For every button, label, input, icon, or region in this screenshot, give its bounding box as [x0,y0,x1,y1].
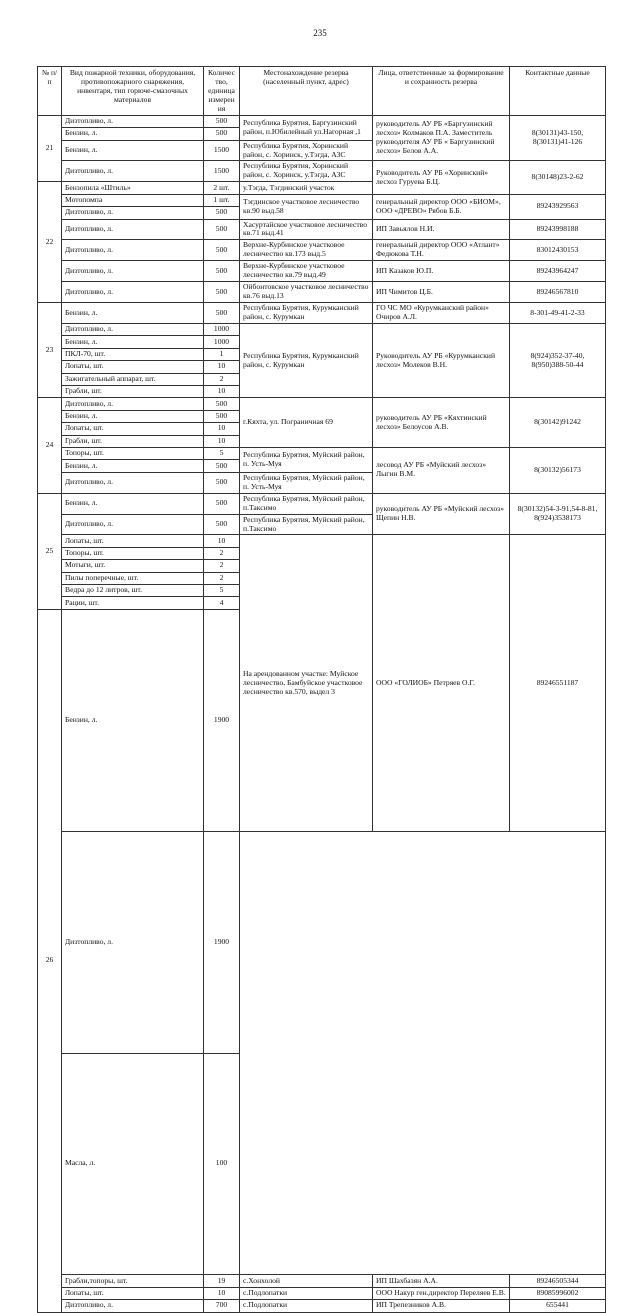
responsible-cell: генеральный директор ООО «БИОМ», ООО «ДРЕВО» Рябов Б.Б. [373,194,510,219]
item-cell: Дизтопливо, л. [62,472,204,493]
item-cell: Бензопила «Штиль» [62,182,204,194]
item-cell: Дизтопливо, л. [62,282,204,303]
contact-cell: 89243964247 [510,261,606,282]
responsible-cell: Руководитель АУ РБ «Хоринский» лесхоз Гуруева Б.Ц. [373,161,510,194]
quantity-cell: 10 [204,535,240,547]
table-row [38,1053,606,1275]
responsible-cell: ИП Шахбазян А.А. [373,1275,510,1287]
contact-cell: 8(30132)56173 [510,447,606,493]
item-cell: Дизтопливо, л. [62,831,204,1053]
quantity-cell: 1 [204,348,240,360]
quantity-cell: 500 [204,398,240,410]
location-cell: Республика Бурятия, Хоринский район, с. Хоринск, у.Тэгда, АЗС [240,140,373,161]
quantity-cell: 500 [204,460,240,472]
item-cell: Грабли, шт. [62,435,204,447]
quantity-cell: 2 [204,560,240,572]
header-qty: Количество, единица измерения [204,67,240,116]
fire-reserve-table [37,66,606,1313]
responsible-cell: Руководитель АУ РБ «Курумканский лесхоз» Молеков В.Н. [373,324,510,398]
quantity-cell: 500 [204,472,240,493]
item-cell: Рации, шт. [62,597,204,609]
item-cell: Бензин, л. [62,336,204,348]
item-cell: Пилы поперечные, шт. [62,572,204,584]
item-cell: Дизтопливо, л. [62,398,204,410]
quantity-cell: 5 [204,447,240,459]
quantity-cell: 500 [204,207,240,219]
quantity-cell: 10 [204,361,240,373]
quantity-cell: 500 [204,303,240,324]
group-number: 24 [38,398,62,493]
contact-cell: 8(30132)54-3-91,54-8-81, 8(924)3538173 [510,493,606,535]
item-cell: Ведра до 12 литров, шт. [62,585,204,597]
table-row [38,115,606,127]
quantity-cell: 1900 [204,609,240,831]
contact-cell: 89243929563 [510,194,606,219]
responsible-cell: ИП Трепезников А.В. [373,1300,510,1312]
location-cell: г.Кяхта, ул. Пограничная 69 [240,398,373,448]
location-cell: На арендованном участке: Муйское лесничество, Бамбуйское участковое лесничество кв.570, выдел 3 [240,535,373,831]
quantity-cell: 1500 [204,161,240,182]
item-cell: Топоры, шт. [62,547,204,559]
contact-cell: 8(30131)43-150, 8(30131)41-126 [510,115,606,161]
location-cell: Тэгдинское участковое лесничество кв.90 выд.58 [240,194,373,219]
table-body [38,115,606,1312]
location-cell: с.Подлопатки [240,1300,373,1312]
group-number: 21 [38,115,62,182]
contact-cell: 655441 [510,1300,606,1312]
responsible-cell: ООО Накур ген.директор Переляев Е.В. [373,1287,510,1299]
item-cell: Дизтопливо, л. [62,207,204,219]
quantity-cell: 2 [204,547,240,559]
table-row [38,535,606,547]
location-cell: с.Подлопатки [240,1287,373,1299]
quantity-cell: 500 [204,282,240,303]
quantity-cell: 1500 [204,140,240,161]
item-cell: Масла, л. [62,1053,204,1275]
contact-cell: 8(30142)91242 [510,398,606,448]
location-cell: у.Тэгда, Тэгдинский участок [240,182,373,194]
table-row [38,1275,606,1287]
location-cell: Республика Бурятия, Муйский район, п. Усть-Муя [240,447,373,472]
table-row [38,831,606,1053]
quantity-cell: 1900 [204,831,240,1053]
item-cell: Дизтопливо, л. [62,514,204,535]
quantity-cell: 100 [204,1053,240,1275]
header-location: Местонахождение резерва (населенный пункт, адрес) [240,67,373,116]
item-cell: Лопаты, шт. [62,535,204,547]
quantity-cell: 1 шт. [204,194,240,206]
group-number: 26 [38,609,62,1312]
location-cell: Республика Бурятия, Баргузинский район, п.Юбилейный ул.Нагорная ,1 [240,115,373,140]
location-cell: Верхне-Курбинское участковое лесничество кв.79 выд.49 [240,261,373,282]
quantity-cell: 19 [204,1275,240,1287]
contact-cell: 8(924)352-37-40, 8(950)388-50-44 [510,324,606,398]
item-cell: Зажигательный аппарат, шт. [62,373,204,385]
responsible-cell: руководитель АУ РБ «Муйский лесхоз» Щепин Н.В. [373,493,510,535]
contact-cell: 89085996002 [510,1287,606,1299]
quantity-cell: 500 [204,514,240,535]
quantity-cell: 10 [204,386,240,398]
quantity-cell: 500 [204,410,240,422]
location-cell: Ойбонтовское участковое лесничество кв.76 выд.13 [240,282,373,303]
item-cell: Дизтопливо, л. [62,261,204,282]
header-contacts: Контактные данные [510,67,606,116]
contact-cell: 83012430153 [510,240,606,261]
quantity-cell: 700 [204,1300,240,1312]
contact-cell: 89246551187 [510,535,606,831]
table-row [38,1287,606,1299]
location-cell: Республика Бурятия, Хоринский район, с. Хоринск, у.Тэгда, АЗС [240,161,373,182]
table-row [38,240,606,261]
item-cell: Бензин, л. [62,460,204,472]
responsible-cell: ИП Завьялов Н.И. [373,219,510,240]
table-row [38,194,606,206]
item-cell: Дизтопливо, л. [62,161,204,182]
responsible-cell: лесовод АУ РБ «Муйский лесхоз» Лыгин В.М. [373,447,510,493]
location-cell: Хасуртайское участковое лесничество кв.71 выд.41 [240,219,373,240]
quantity-cell: 10 [204,435,240,447]
responsible-cell: руководитель АУ РБ «Баргузинский лесхоз» Колмаков П.А. Заместитель руководителя АУ РБ « Баргузинский лесхоз» Белов А.А. [373,115,510,161]
header-no: № п/п [38,67,62,116]
table-row [38,219,606,240]
item-cell: Дизтопливо, л. [62,240,204,261]
item-cell: Бензин, л. [62,303,204,324]
item-cell: Грабли, шт. [62,386,204,398]
responsible-cell: ГО ЧС МО «Курумканский район» Очиров А.Л. [373,303,510,324]
quantity-cell: 2 [204,572,240,584]
quantity-cell: 500 [204,219,240,240]
responsible-cell: ООО «ГОЛИОБ» Петряев О.Г. [373,535,510,831]
group-number: 23 [38,303,62,398]
quantity-cell: 1000 [204,336,240,348]
item-cell: Мотопомпа [62,194,204,206]
quantity-cell: 5 [204,585,240,597]
location-cell: Республика Бурятия, Курумканский район, с. Курумкан [240,324,373,398]
table-row [38,1300,606,1312]
quantity-cell: 500 [204,240,240,261]
table-row [38,398,606,410]
quantity-cell: 1000 [204,324,240,336]
table-header-row [38,67,606,116]
contact-cell: 8-301-49-41-2-33 [510,303,606,324]
group-number: 22 [38,182,62,303]
table-row [38,161,606,182]
header-item: Вид пожарной техники, оборудования, противопожарного снаряжения, инвентаря, тип горюче-смазочных материалов [62,67,204,116]
responsible-cell: руководитель АУ РБ «Кяхтинский лесхоз» Белоусов А.В. [373,398,510,448]
page-number: 235 [313,28,327,38]
location-cell: Республика Бурятия, Муйский район, п. Усть-Муя [240,472,373,493]
contact-cell: 89246505344 [510,1275,606,1287]
location-cell: с.Хонхолой [240,1275,373,1287]
quantity-cell: 4 [204,597,240,609]
item-cell: Дизтопливо, л. [62,1300,204,1312]
quantity-cell: 500 [204,115,240,127]
quantity-cell: 500 [204,128,240,140]
location-cell: Республика Бурятия, Муйский район, п.Таксимо [240,493,373,514]
group-number: 25 [38,493,62,609]
item-cell: Мотыги, шт. [62,560,204,572]
item-cell: Дизтопливо, л. [62,324,204,336]
item-cell: Бензин, л. [62,410,204,422]
responsible-cell: ИП Чимитов Ц.Б. [373,282,510,303]
contact-cell: 89246567810 [510,282,606,303]
table-row [38,282,606,303]
item-cell: ПКЛ-70, шт. [62,348,204,360]
table-row [38,493,606,514]
item-cell: Бензин, л. [62,140,204,161]
location-cell: Верхне-Курбинское участковое лесничество кв.173 выд.5 [240,240,373,261]
item-cell: Топоры, шт. [62,447,204,459]
header-responsible: Лица, ответственные за формирование и сохранность резерва [373,67,510,116]
location-cell: Республика Бурятия, Курумканский район, с. Курумкан [240,303,373,324]
item-cell: Лопаты, шт. [62,361,204,373]
item-cell: Дизтопливо, л. [62,219,204,240]
responsible-cell: генеральный директор ООО «Атлант» Федюкова Т.Н. [373,240,510,261]
table-row [38,303,606,324]
quantity-cell: 500 [204,493,240,514]
item-cell: Грабли,топоры, шт. [62,1275,204,1287]
quantity-cell: 10 [204,1287,240,1299]
responsible-cell: ИП Казаков Ю.П. [373,261,510,282]
quantity-cell: 10 [204,423,240,435]
contact-cell: 8(30148)23-2-62 [510,161,606,194]
table-row [38,447,606,459]
quantity-cell: 2 [204,373,240,385]
item-cell: Бензин, л. [62,128,204,140]
item-cell: Бензин, л. [62,493,204,514]
item-cell: Лопаты, шт. [62,1287,204,1299]
location-cell: Республика Бурятия, Муйский район, п.Таксимо [240,514,373,535]
item-cell: Бензин, л. [62,609,204,831]
item-cell: Дизтопливо, л. [62,115,204,127]
quantity-cell: 2 шт. [204,182,240,194]
contact-cell: 89243998188 [510,219,606,240]
item-cell: Лопаты, шт. [62,423,204,435]
quantity-cell: 500 [204,261,240,282]
table-row [38,324,606,336]
table-row [38,261,606,282]
